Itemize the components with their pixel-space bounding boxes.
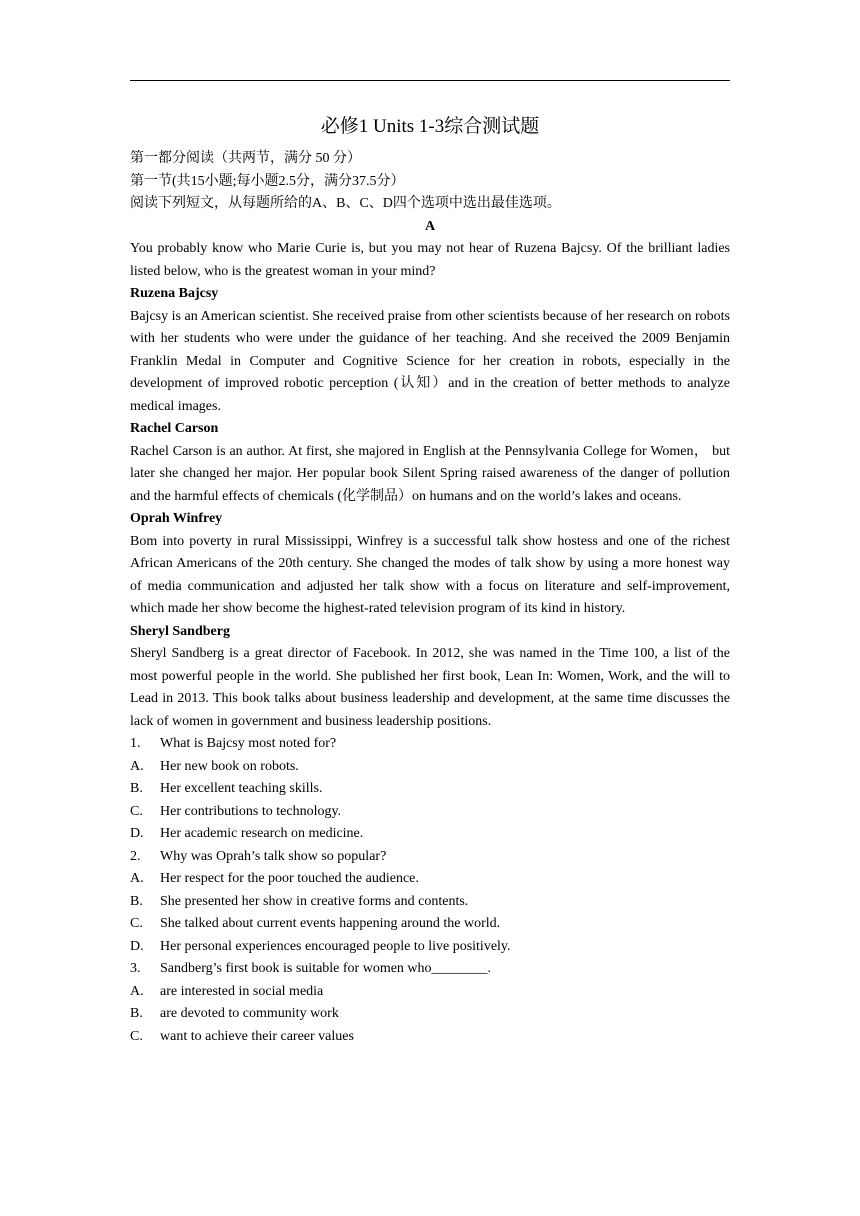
option-text: She talked about current events happening around the world. [160,916,501,931]
profile-text-winfrey: Bom into poverty in rural Mississippi, Winfrey is a successful talk show hostess and one of the richest African Americans of the 20th century. She changed the modes of talk show by using a more honest way of media communication and adjusted her talk show with a focus on literature and self-improvement, which made her show become the highest-rated television program of its kind in history. [130,533,730,616]
option-text: Her academic research on medicine. [160,826,364,841]
option-text: Her contributions to technology. [160,803,342,819]
section-label: A [424,218,436,234]
question-number: 1. [130,736,141,751]
option-label: B. [130,1006,143,1021]
header-line-2: 第一节(共15小题;每小题2.5分，满分37.5分） [130,173,405,189]
option-label: B. [130,781,143,796]
option-text: are interested in social media [160,983,324,999]
option-text: She presented her show in creative forms and contents. [160,893,469,909]
question-3-option-b [130,1003,730,1026]
question-3-option-c [130,1026,730,1049]
profile-name-sandberg: Sheryl Sandberg [130,623,230,639]
option-label: A. [130,758,144,774]
option-text: are devoted to community work [160,1006,339,1021]
question-1-stem [130,733,730,756]
question-2-option-c [130,913,730,936]
profile-name-bajcsy: Ruzena Bajcsy [130,286,219,301]
question-2-option-b [130,891,730,914]
question-text: What is Bajcsy most noted for? [160,736,337,751]
profile-name-winfrey: Oprah Winfrey [130,511,223,526]
question-1-option-c [130,801,730,824]
question-number: 2. [130,848,141,864]
option-label: D. [130,826,144,841]
option-label: B. [130,893,143,909]
question-text: Why was Oprah’s talk show so popular? [160,848,387,864]
option-label: C. [130,916,143,931]
intro-paragraph: You probably know who Marie Curie is, but you may not hear of Ruzena Bajcsy. Of the brilliant ladies listed below, who is the greatest woman in your mind? [130,241,730,279]
option-label: D. [130,938,144,954]
question-2-stem [130,846,730,869]
question-3-option-a [130,981,730,1004]
option-label: A. [130,983,144,999]
content [130,112,730,1048]
profile-name-carson: Rachel Carson [130,421,219,436]
option-text: Her personal experiences encouraged people to live positively. [160,938,511,954]
profile-text-bajcsy: Bajcsy is an American scientist. She received praise from other scientists because of her research on robots with her students who were under the guidance of her teaching. And she received the 2009 Benjamin Franklin Medal in Computer and Cognitive Science for her creation in robots, especially in the development of improved robotic perception (认知）and in the creation of better methods to analyze medical images. [130,308,730,414]
question-1-option-d [130,823,730,846]
header-line-3: 阅读下列短文，从每题所给的A、B、C、D四个选项中选出最佳选项。 [130,196,561,211]
profile-text-sandberg: Sheryl Sandberg is a great director of Facebook. In 2012, she was named in the Time 100, a list of the most powerful people in the world. She published her first book, Lean In: Women, Work, and the will to Lead in 2013. This book talks about business leadership and development, at the same time discusses the lack of women in government and business leadership positions. [130,646,730,729]
question-1-option-b [130,778,730,801]
option-label: C. [130,1028,143,1044]
header-rule [130,80,730,81]
option-text: Her new book on robots. [160,758,299,774]
header-line-1: 第一都分阅读（共两节，满分 50 分） [130,151,361,166]
question-text: Sandberg’s first book is suitable for women who________. [160,961,492,976]
profile-text-carson: Rachel Carson is an author. At first, she majored in English at the Pennsylvania College for Women， but later she changed her major. Her popular book Silent Spring raised awareness of the danger of pollution and the harmful effects of chemicals (化学制品）on humans and on the world’s lakes and oceans. [130,443,730,504]
question-2-option-d [130,936,730,959]
option-text: want to achieve their career values [160,1028,354,1044]
option-label: A. [130,871,144,886]
option-text: Her excellent teaching skills. [160,781,323,796]
option-text: Her respect for the poor touched the audience. [160,871,419,886]
document-title: 必修1 Units 1-3综合测试题 [320,116,540,137]
question-2-option-a [130,868,730,891]
question-1-option-a [130,756,730,779]
question-number: 3. [130,961,141,976]
option-label: C. [130,803,143,819]
question-3-stem [130,958,730,981]
